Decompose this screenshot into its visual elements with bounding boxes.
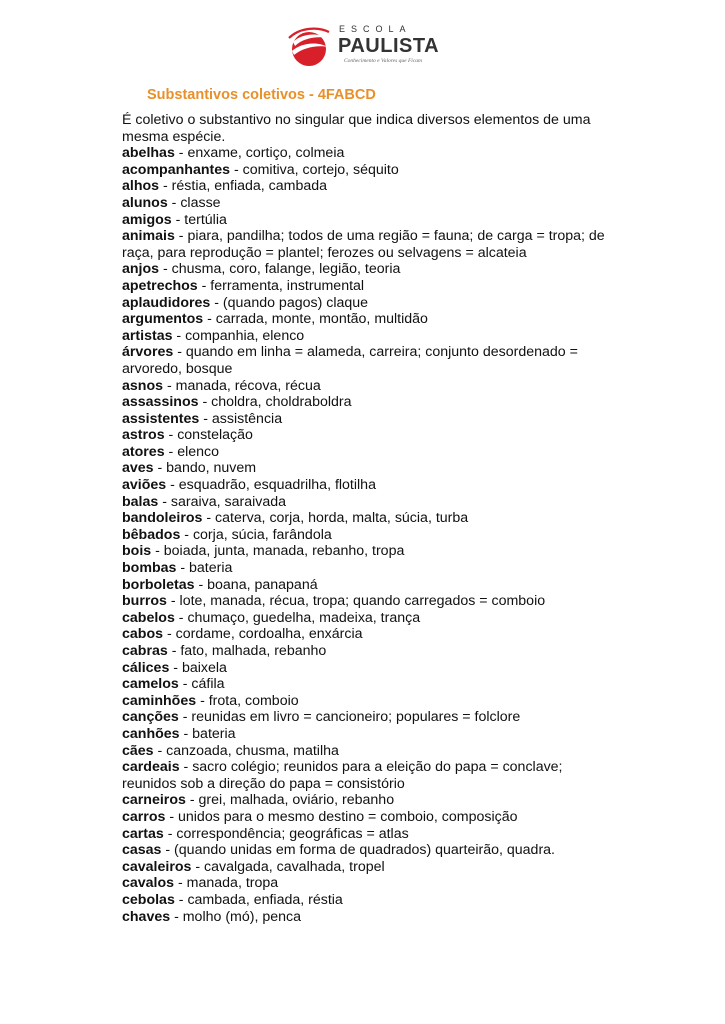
entry-term: aplaudidores	[122, 294, 211, 311]
entry-definition: - canzoada, chusma, matilha	[153, 742, 339, 759]
entry-term: bombas	[122, 560, 177, 577]
entry-term: artistas	[122, 327, 173, 344]
entry-definition: - réstia, enfiada, cambada	[159, 178, 328, 195]
entry-definition: - grei, malhada, oviário, rebanho	[185, 792, 395, 809]
entry-term: amigos	[122, 211, 172, 228]
list-item	[122, 826, 612, 843]
entry-definition: - chumaço, guedelha, madeixa, trança	[174, 609, 421, 626]
list-item	[122, 344, 612, 377]
list-item	[122, 411, 612, 428]
entry-term: atores	[122, 443, 165, 460]
list-item	[122, 892, 612, 909]
entry-term: cálices	[122, 659, 170, 676]
list-item	[122, 162, 612, 179]
page-title: Substantivos coletivos - 4FABCD	[147, 87, 376, 103]
entry-definition: - correspondência; geográficas = atlas	[163, 825, 409, 842]
entry-term: árvores	[122, 344, 174, 361]
list-item	[122, 477, 612, 494]
entry-term: bandoleiros	[122, 510, 203, 527]
entry-term: camelos	[122, 676, 179, 693]
list-item	[122, 809, 612, 826]
entry-term: caminhões	[122, 692, 197, 709]
entry-term: assistentes	[122, 410, 200, 427]
list-item	[122, 295, 612, 312]
list-item	[122, 444, 612, 461]
entry-term: aves	[122, 460, 154, 477]
entry-definition: - bando, nuvem	[153, 460, 257, 477]
entry-definition: - ferramenta, instrumental	[197, 277, 365, 294]
entry-term: burros	[122, 593, 167, 610]
list-item	[122, 427, 612, 444]
entry-term: cabos	[122, 626, 164, 643]
entry-definition: - (quando unidas em forma de quadrados) quarteirão, quadra.	[161, 842, 556, 859]
entry-term: bêbados	[122, 526, 181, 543]
logo-main-text: PAULISTA	[338, 35, 440, 57]
entry-term: cães	[122, 742, 154, 759]
entry-term: anjos	[122, 261, 160, 278]
list-item	[122, 759, 612, 792]
list-item	[122, 859, 612, 876]
list-item	[122, 610, 612, 627]
entry-definition: - saraiva, saraivada	[158, 493, 287, 510]
entry-term: casas	[122, 842, 162, 859]
entry-definition: - manada, récova, récua	[163, 377, 321, 394]
list-item	[122, 510, 612, 527]
entry-definition: - cordame, cordoalha, enxárcia	[163, 626, 363, 643]
entry-term: acompanhantes	[122, 161, 231, 178]
entry-term: asnos	[122, 377, 164, 394]
list-item	[122, 560, 612, 577]
logo-top-text: ESCOLA	[339, 24, 412, 34]
entry-definition: - companhia, elenco	[172, 327, 305, 344]
entry-term: abelhas	[122, 145, 175, 162]
entry-term: cavalos	[122, 875, 175, 892]
entry-definition: - cambada, enfiada, réstia	[174, 891, 343, 908]
entry-term: balas	[122, 493, 159, 510]
list-item	[122, 494, 612, 511]
entry-term: assassinos	[122, 394, 199, 411]
list-item	[122, 909, 612, 926]
entry-definition: - classe	[167, 194, 221, 211]
list-item	[122, 593, 612, 610]
list-item	[122, 145, 612, 162]
list-item	[122, 311, 612, 328]
entry-definition: - assistência	[199, 410, 283, 427]
entry-term: cabras	[122, 643, 168, 659]
entry-definition: - cavalgada, cavalhada, tropel	[191, 858, 385, 875]
list-item	[122, 212, 612, 229]
entry-term: astros	[122, 427, 165, 444]
entry-definition: - manada, tropa	[174, 875, 279, 892]
entry-definition: - reunidas em livro = cancioneiro; populares = folclore	[178, 709, 521, 726]
entry-definition: - esquadrão, esquadrilha, flotilha	[166, 477, 376, 494]
entry-definition: - choldra, choldraboldra	[198, 394, 352, 411]
entry-term: cartas	[122, 825, 164, 842]
list-item	[122, 577, 612, 594]
list-item	[122, 460, 612, 477]
entry-definition: - baixela	[169, 659, 227, 676]
entry-definition: - boiada, junta, manada, rebanho, tropa	[151, 543, 405, 560]
entry-term: cebolas	[122, 891, 175, 908]
entry-term: apetrechos	[122, 277, 198, 294]
entry-term: argumentos	[122, 311, 204, 328]
entry-definition: - molho (mó), penca	[170, 908, 302, 925]
entry-definition: - sacro colégio; reunidos para a eleição do papa = conclave; reunidos sob a direção do papa = consistório	[122, 759, 563, 792]
entry-definition: - enxame, cortiço, colmeia	[174, 145, 345, 162]
entry-term: carros	[122, 808, 166, 825]
entry-term: animais	[122, 228, 175, 245]
entry-definition: - cáfila	[178, 676, 225, 693]
school-logo	[287, 22, 440, 72]
document-body	[122, 112, 612, 925]
entry-definition: - bateria	[179, 725, 236, 742]
list-item	[122, 527, 612, 544]
list-item	[122, 676, 612, 693]
entry-definition: - lote, manada, récua, tropa; quando carregados = comboio	[166, 593, 546, 610]
list-item	[122, 709, 612, 726]
entry-definition: - corja, súcia, farândola	[180, 526, 332, 543]
entry-term: canções	[122, 709, 179, 726]
entry-definition: - carrada, monte, montão, multidão	[203, 311, 428, 328]
list-item	[122, 643, 612, 660]
logo-emblem-icon	[287, 26, 331, 70]
list-item	[122, 328, 612, 345]
list-item	[122, 195, 612, 212]
entry-term: cardeais	[122, 759, 180, 776]
entry-definition: - bateria	[176, 560, 233, 577]
list-item	[122, 543, 612, 560]
list-item	[122, 394, 612, 411]
list-item	[122, 743, 612, 760]
entry-definition: - tertúlia	[171, 211, 227, 228]
list-item	[122, 261, 612, 278]
list-item	[122, 626, 612, 643]
list-item	[122, 875, 612, 892]
entry-term: borboletas	[122, 576, 195, 593]
list-item	[122, 693, 612, 710]
entry-term: cabelos	[122, 609, 175, 626]
entry-definition: - elenco	[164, 443, 220, 460]
list-item	[122, 726, 612, 743]
list-item	[122, 178, 612, 195]
list-item	[122, 660, 612, 677]
entry-definition: - quando em linha = alameda, carreira; conjunto desordenado = arvoredo, bosque	[122, 344, 578, 377]
entry-definition: - fato, malhada, rebanho	[167, 643, 327, 659]
entry-term: canhões	[122, 725, 180, 742]
list-item	[122, 278, 612, 295]
entry-definition: - comitiva, cortejo, séquito	[230, 161, 399, 178]
logo-tagline: Conhecimento e Valores que Ficam	[344, 58, 422, 64]
entry-definition: - constelação	[164, 427, 253, 444]
entry-definition: - frota, comboio	[196, 692, 299, 709]
entry-definition: - caterva, corja, horda, malta, súcia, turba	[202, 510, 469, 527]
entry-definition: - unidos para o mesmo destino = comboio, composição	[165, 808, 518, 825]
list-item	[122, 842, 612, 859]
entry-definition: - chusma, coro, falange, legião, teoria	[159, 261, 401, 278]
entry-term: alhos	[122, 178, 160, 195]
entry-term: chaves	[122, 908, 171, 925]
entry-term: carneiros	[122, 792, 186, 809]
entry-term: cavaleiros	[122, 858, 192, 875]
entry-list	[122, 145, 612, 925]
list-item	[122, 228, 612, 261]
entry-term: alunos	[122, 194, 168, 211]
entry-term: aviões	[122, 477, 167, 494]
list-item	[122, 792, 612, 809]
entry-definition: - piara, pandilha; todos de uma região = fauna; de carga = tropa; de raça, para reprodução = plantel; ferozes ou selvagens = alcateia	[122, 228, 605, 261]
entry-definition: - boana, panapaná	[194, 576, 318, 593]
entry-definition: - (quando pagos) claque	[210, 294, 369, 311]
list-item	[122, 378, 612, 395]
intro-paragraph: É coletivo o substantivo no singular que indica diversos elementos de uma mesma espécie.	[122, 112, 591, 145]
entry-term: bois	[122, 543, 152, 560]
